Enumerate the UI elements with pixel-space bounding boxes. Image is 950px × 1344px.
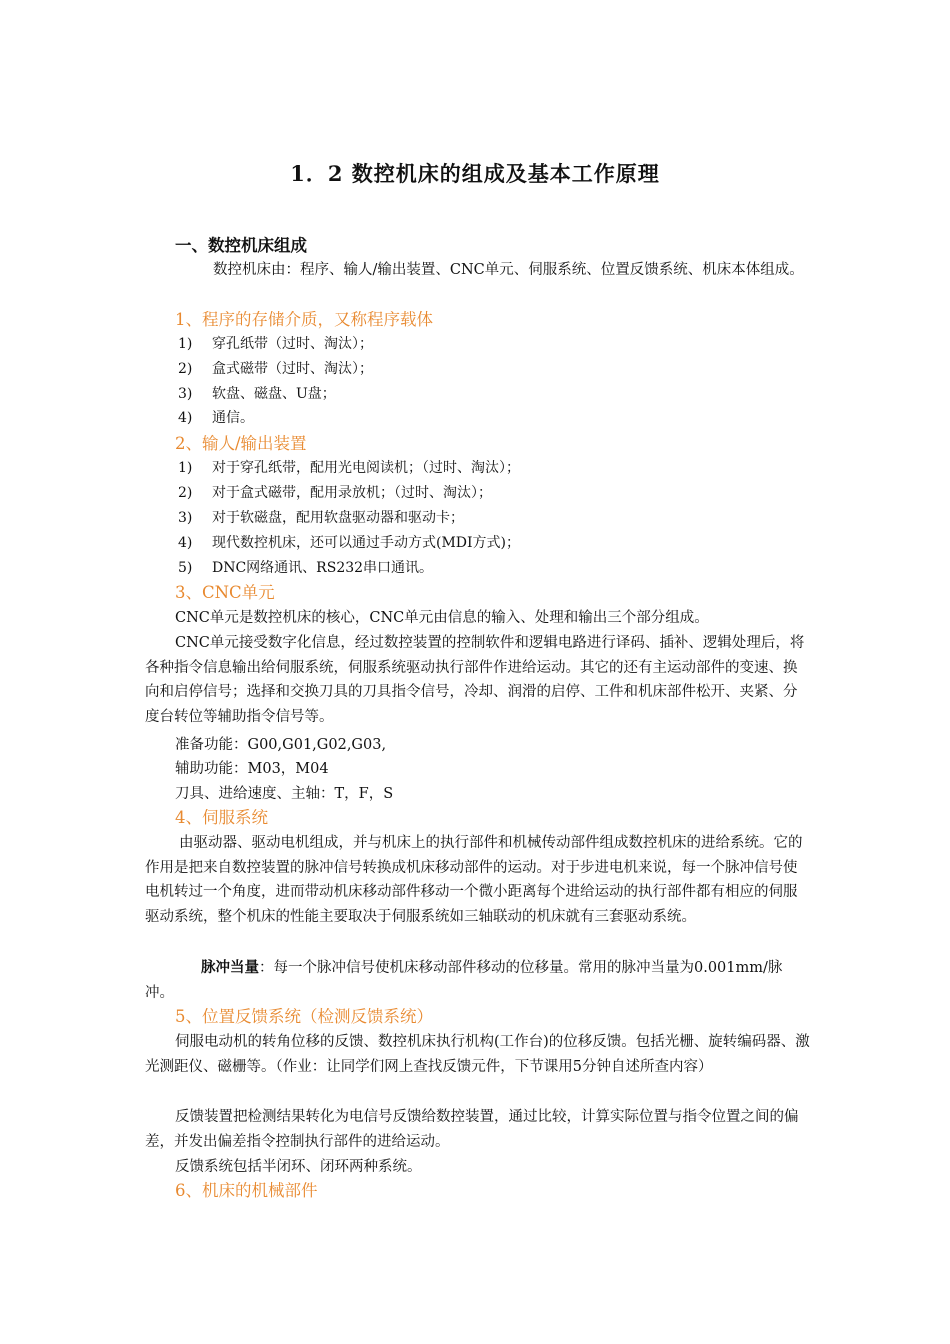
list-number: 5) xyxy=(178,560,193,576)
pulse-equivalent-term: 脉冲当量 xyxy=(201,959,259,976)
subheading-mechanical-parts: 6、机床的机械部件 xyxy=(175,1181,318,1200)
list-item xyxy=(178,531,520,555)
list-item xyxy=(178,481,492,505)
pulse-equivalent-text: ：每一个脉冲信号使机床移动部件移动的位移量。常用的脉冲当量为0.001mm/脉冲。 xyxy=(145,960,783,1001)
list-number: 4) xyxy=(178,535,193,551)
subheading-position-feedback: 5、位置反馈系统（检测反馈系统） xyxy=(175,1007,433,1026)
list-item xyxy=(178,406,254,430)
feedback-paragraph-3: 反馈系统包括半闭环、闭环两种系统。 xyxy=(175,1159,422,1175)
list-text: 现代数控机床，还可以通过手动方式(MDI方式)； xyxy=(212,535,521,551)
subheading-program-media: 1、程序的存储介质，又称程序载体 xyxy=(175,310,433,329)
list-number: 3) xyxy=(178,510,193,526)
list-number: 3) xyxy=(178,386,193,402)
list-item xyxy=(178,506,464,530)
page-title: 1．2 数控机床的组成及基本工作原理 xyxy=(290,161,660,186)
feedback-paragraph-1: 伺服电动机的转角位移的反馈、数控机床执行机构(工作台)的位移反馈。包括光栅、旋转编码器、激光测距仪、磁栅等。（作业：让同学们网上查找反馈元件，下节课用5分钟自述所查内容） xyxy=(145,1034,810,1075)
list-text: 对于盒式磁带，配用录放机；（过时、淘汰）； xyxy=(212,485,492,501)
list-number: 2) xyxy=(178,485,193,501)
list-text: 通信。 xyxy=(212,410,254,426)
cnc-paragraph-2: CNC单元接受数字化信息，经过数控装置的控制软件和逻辑电路进行译码、插补、逻辑处理后，将各种指令信息输出给伺服系统，伺服系统驱动执行部件作进给运动。其它的还有主运动部件的变速、换向和启停信号；选择和交换刀具的刀具指令信号，冷却、润滑的启停、工件和机床部件松开、夹紧、分度台转位等辅助指令信号等。 xyxy=(145,635,805,725)
list-item xyxy=(178,357,373,381)
list-item xyxy=(178,556,433,580)
servo-paragraph: 由驱动器、驱动电机组成，并与机床上的执行部件和机械传动部件组成数控机床的进给系统。它的作用是把来自数控装置的脉冲信号转换成机床移动部件的运动。对于步进电机来说，每一个脉冲信号使电机转过一个角度，进而带动机床移动部件移动一个微小距离每个进给运动的执行部件都有相应的伺服驱动系统，整个机床的性能主要取决于伺服系统如三轴联动的机床就有三套驱动系统。 xyxy=(145,835,803,925)
list-number: 1) xyxy=(178,336,193,352)
subheading-cnc-unit: 3、CNC单元 xyxy=(175,583,275,602)
cnc-paragraph-1: CNC单元是数控机床的核心，CNC单元由信息的输入、处理和输出三个部分组成。 xyxy=(175,610,709,626)
list-text: 穿孔纸带（过时、淘汰）； xyxy=(212,336,373,352)
intro-paragraph: 数控机床由：程序、输人/输出装置、CNC单元、伺服系统、位置反馈系统、机床本体组成。 xyxy=(213,262,804,278)
list-item xyxy=(178,332,373,356)
list-text: 对于软磁盘，配用软盘驱动器和驱动卡； xyxy=(212,510,464,526)
cnc-prep-functions: 准备功能：G00,G01,G02,G03, xyxy=(175,737,387,753)
list-text: 软盘、磁盘、U盘； xyxy=(212,386,336,402)
list-number: 4) xyxy=(178,410,193,426)
cnc-tool-functions: 刀具、进给速度、主轴：T，F，S xyxy=(175,786,394,802)
subheading-io-devices: 2、输人/输出装置 xyxy=(175,434,307,453)
list-item xyxy=(178,382,336,406)
cnc-aux-functions: 辅助功能：M03，M04 xyxy=(175,761,329,777)
section-heading-composition: 一、数控机床组成 xyxy=(175,236,307,255)
list-text: DNC网络通讯、RS232串口通讯。 xyxy=(212,560,434,576)
pulse-equivalent-paragraph xyxy=(145,956,810,1005)
list-item xyxy=(178,456,520,480)
subheading-servo-system: 4、伺服系统 xyxy=(175,808,268,827)
list-number: 1) xyxy=(178,460,193,476)
list-text: 对于穿孔纸带，配用光电阅读机；（过时、淘汰）； xyxy=(212,460,520,476)
feedback-paragraph-2: 反馈装置把检测结果转化为电信号反馈给数控装置，通过比较，计算实际位置与指令位置之间的偏差，并发出偏差指令控制执行部件的进给运动。 xyxy=(145,1109,799,1150)
list-text: 盒式磁带（过时、淘汰）； xyxy=(212,361,373,377)
list-number: 2) xyxy=(178,361,193,377)
